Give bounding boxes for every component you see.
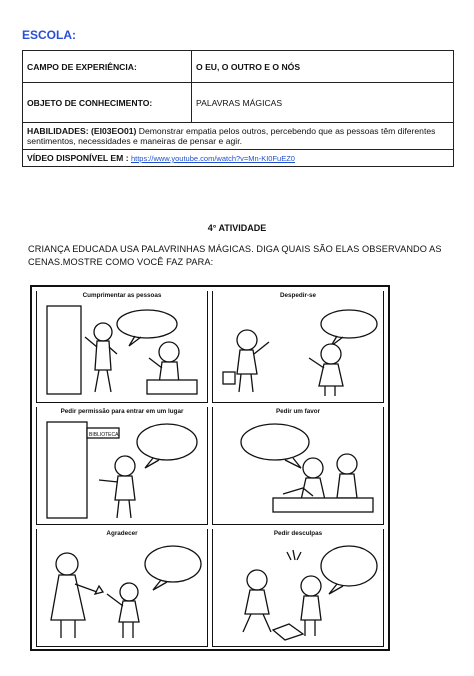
objeto-label: OBJETO DE CONHECIMENTO: xyxy=(23,83,192,123)
thanks-scene xyxy=(37,530,207,646)
panel-caption: Agradecer xyxy=(37,529,207,538)
panel-favor xyxy=(212,407,384,525)
habilidades-text: Demonstrar empatia pelos outros, percebendo que as pessoas têm diferentes sentimentos, necessidades e maneiras de pensar e agir. xyxy=(27,126,436,146)
greeting-scene xyxy=(37,292,207,402)
favor-scene xyxy=(213,408,383,524)
panel-permission xyxy=(36,407,208,525)
door-sign: BIBLIOTECA xyxy=(89,432,119,438)
panel-thanks xyxy=(36,529,208,647)
activity-instructions: CRIANÇA EDUCADA USA PALAVRINHAS MÁGICAS. DIGA QUAIS SÃO ELAS OBSERVANDO AS CENAS.MOSTRE COMO VOCÊ FAZ PARA: xyxy=(28,244,442,267)
school-label: ESCOLA: xyxy=(22,28,76,42)
comic-grid xyxy=(30,285,390,651)
objeto-value: PALAVRAS MÁGICAS xyxy=(192,83,454,123)
habilidades-code: (EI03EO01) xyxy=(90,126,137,136)
video-label: VÍDEO DISPONÍVEL EM : xyxy=(27,153,129,163)
panel-caption: Pedir um favor xyxy=(213,407,383,416)
video-link[interactable]: https://www.youtube.com/watch?v=Mn-KI0FuEZ0 xyxy=(130,154,295,163)
panel-apology xyxy=(212,529,384,647)
apology-scene xyxy=(213,530,383,646)
panel-greeting xyxy=(36,291,208,403)
panel-caption: Cumprimentar as pessoas xyxy=(37,291,207,300)
campo-label: CAMPO DE EXPERIÊNCIA: xyxy=(23,51,192,83)
goodbye-scene xyxy=(213,292,383,402)
panel-caption: Pedir permissão para entrar em um lugar xyxy=(37,407,207,416)
video-cell xyxy=(23,150,454,167)
panel-caption: Despedir-se xyxy=(213,291,383,300)
panel-caption: Pedir desculpas xyxy=(213,529,383,538)
info-table xyxy=(22,50,454,167)
activity-title: 4° ATIVIDADE xyxy=(207,223,267,233)
campo-value: O EU, O OUTRO E O NÓS xyxy=(192,51,454,83)
panel-goodbye xyxy=(212,291,384,403)
habilidades-cell xyxy=(23,123,454,150)
permission-scene xyxy=(37,408,207,524)
habilidades-label: HABILIDADES: xyxy=(27,126,89,136)
